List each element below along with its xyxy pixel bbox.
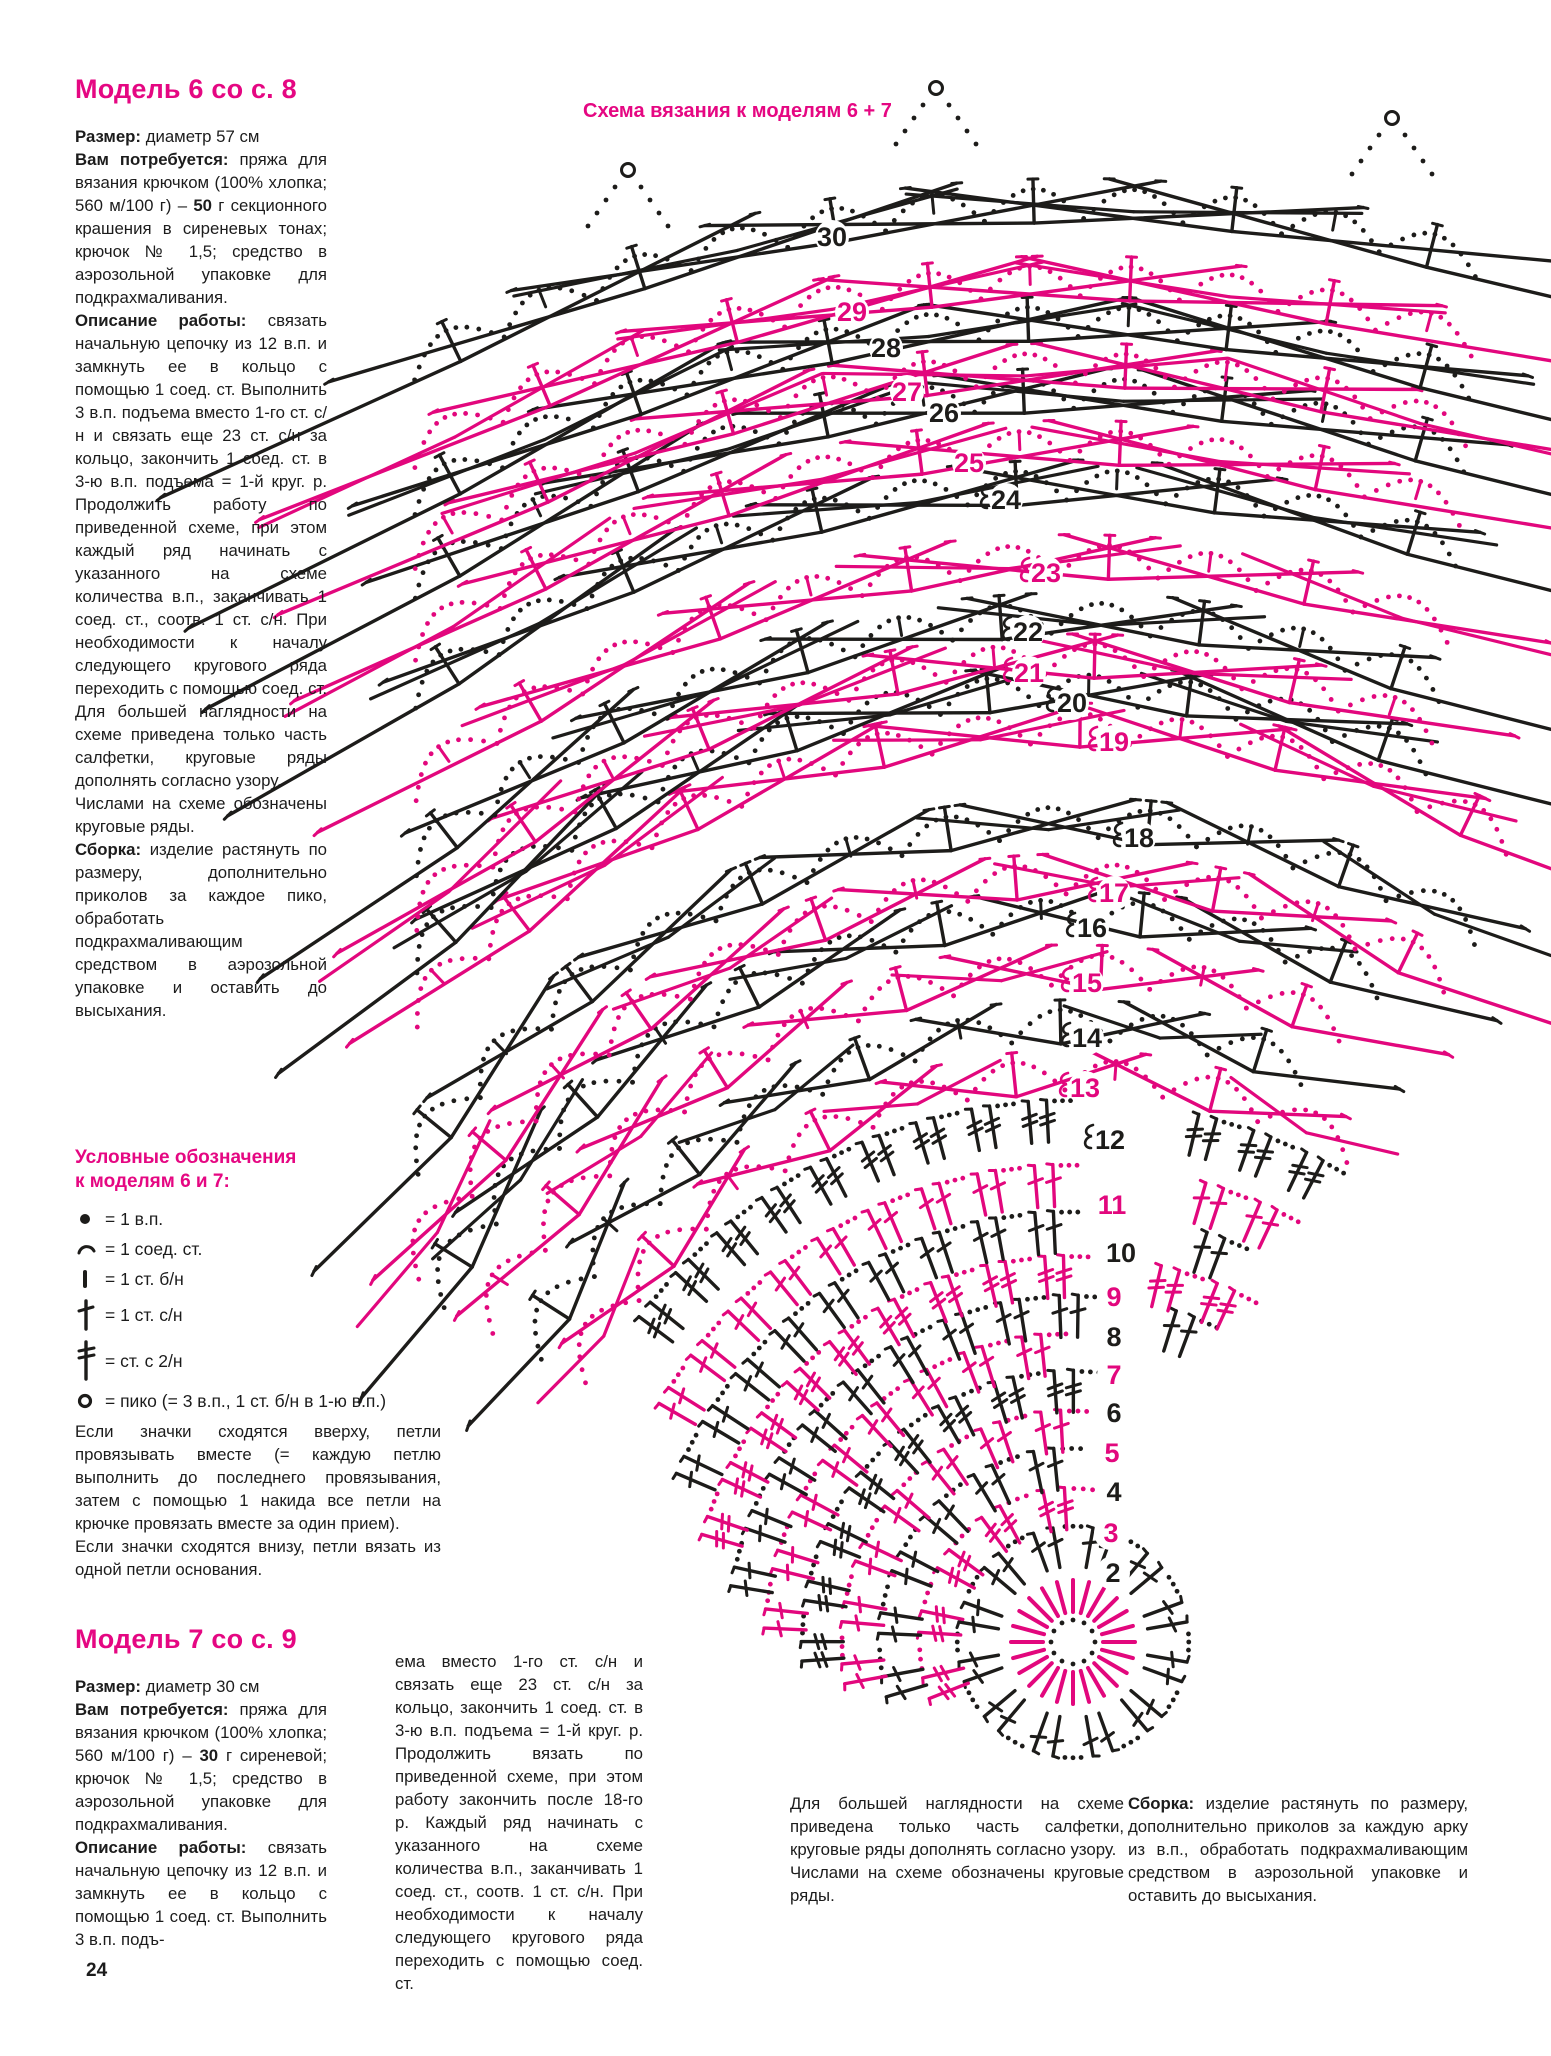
round-number-3: 3 [1103,1518,1119,1548]
round-number-25: 25 [953,448,985,478]
model7-instructions-continued: ема вместо 1-го ст. с/н и связать еще 23 ст. с/н за кольцо, закончить 1 соед. ст. в 3-ю в.п. подъема = 1-й круг. р. Продолжить вязать по приведенной схеме, при этом работу закончить после 18-го р. Каждый ряд начинать с указанного на схеме количества в.п., заканчивать 1 соед. ст., соотв. 1 ст. с/н. При необходимости к началу следующего кругового ряда переходить с помощью соед. ст. [395,1652,643,1993]
round-number-23: 23 [1030,558,1062,588]
model7-materials: Вам потребуется: пряжа для вязания крючком (100% хлопка; 560 м/100 г) – 30 г сиреневой; крючок № 1,5; средство в аэрозольной упаковке для подкрахмаливания. [75,1700,327,1834]
round-number-11: 11 [1097,1190,1127,1220]
round-number-2: 2 [1105,1558,1121,1588]
page-number: 24 [86,1960,108,1981]
legend-item-picot: = пико (= 3 в.п., 1 ст. б/н в 1-ю в.п.) [75,1390,441,1412]
round-number-6: 6 [1106,1398,1122,1428]
round-number-10: 10 [1105,1238,1137,1268]
legend-note-bottom: Если значки сходятся внизу, петли вязать из одной петли основания. [75,1537,441,1579]
diagram-title: Схема вязания к моделям 6 + 7 [583,100,892,122]
legend-item-double-crochet: = 1 ст. с/н [75,1298,441,1332]
round-number-5: 5 [1104,1438,1120,1468]
round-number-21: 21 [1013,658,1045,688]
round-number-28: 28 [870,333,902,363]
legend-item-slip-stitch: = 1 соед. ст. [75,1238,441,1260]
round-number-13: 13 [1069,1073,1101,1103]
round-number-20: 20 [1056,688,1088,718]
model6-instructions: Описание работы: связать начальную цепочку из 12 в.п. и замкнуть ее в кольцо с помощью 1 соед. ст. Выполнить 3 в.п. подъема вместо 1-го ст. с/н и связать еще 23 ст. с/н за кольцо, закончить 1 соед. ст. в 3-ю в.п. подъема = 1-й круг. р. Продолжить работу по приведенной схеме, при этом каждый ряд начинать с указанного на схеме количества в.п., заканчивать 1 соед. ст., соотв. 1 ст. с/н. При необходимости к началу следующего кругового ряда переходить с помощью соед. ст. Для большей наглядности на схеме приведена только часть салфетки, круговые ряды дополнять согласно узору. [75,311,327,790]
legend-item-treble-crochet: = ст. с 2/н [75,1340,441,1382]
diagram-note-column: Для большей наглядности на схеме приведена только часть салфетки, круговые ряды дополнять согласно узору. Числами на схеме обозначены круговые ряды. [790,1794,1124,1905]
model7-finishing-column: Сборка: изделие растянуть по размеру, дополнительно приколов за каждую арку из в.п., обработать подкрахмаливающим средством в аэрозольной упаковке и оставить до высыхания. [1128,1794,1468,1905]
model6-materials: Вам потребуется: пряжа для вязания крючком (100% хлопка; 560 м/100 г) – 50 г секционного крашения в сиреневых тонах; крючок № 1,5; средство в аэрозольной упаковке для подкрахмаливания. [75,150,327,307]
round-number-24: 24 [990,485,1022,515]
legend-title: Условные обозначения к моделям 6 и 7: [75,1147,297,1192]
round-number-19: 19 [1098,727,1130,757]
round-number-9: 9 [1106,1282,1122,1312]
model6-rows-note: Числами на схеме обозначены круговые ряды. [75,794,327,836]
round-number-18: 18 [1123,823,1155,853]
round-number-14: 14 [1071,1023,1103,1053]
round-number-4: 4 [1106,1477,1122,1507]
legend-section [75,1146,441,1581]
model6-title: Модель 6 со с. 8 [75,74,297,104]
treble-crochet-cross-icon [75,1340,105,1382]
model7-section [75,1624,327,1951]
chain-dot-icon [75,1209,105,1229]
single-crochet-bar-icon [75,1268,105,1290]
round-number-17: 17 [1098,878,1130,908]
round-number-29: 29 [836,297,868,327]
legend-item-single-crochet: = 1 ст. б/н [75,1268,441,1290]
model7-title: Модель 7 со с. 9 [75,1624,297,1654]
round-number-30: 30 [816,222,848,252]
legend-item-chain: = 1 в.п. [75,1208,441,1230]
round-number-16: 16 [1076,913,1108,943]
double-crochet-cross-icon [75,1298,105,1332]
model6-size: Размер: диаметр 57 см [75,127,260,146]
round-number-26: 26 [928,398,960,428]
round-number-27: 27 [891,377,923,407]
round-number-12: 12 [1094,1125,1126,1155]
round-number-7: 7 [1106,1360,1122,1390]
legend-note-top: Если значки сходятся вверху, петли провязывать вместе (= каждую петлю выполнить до последнего провязывания, затем с помощью 1 накида все петли на крючке провязать вместе за один прием). [75,1422,441,1533]
slip-stitch-arc-icon [75,1239,105,1259]
model7-size: Размер: диаметр 30 см [75,1677,260,1696]
picot-circle-icon [75,1390,105,1412]
round-number-15: 15 [1071,968,1103,998]
model7-instructions-start: Описание работы: связать начальную цепочку из 12 в.п. и замкнуть ее в кольцо с помощью 1 соед. ст. Выполнить 3 в.п. подъ- [75,1838,327,1949]
model6-section [75,74,327,1022]
model6-finishing: Сборка: изделие растянуть по размеру, дополнительно приколов за каждое пико, обработать подкрахмаливающим средством в аэрозольной упаковке и оставить до высыхания. [75,840,327,1020]
round-number-8: 8 [1106,1322,1122,1352]
round-number-22: 22 [1012,617,1044,647]
